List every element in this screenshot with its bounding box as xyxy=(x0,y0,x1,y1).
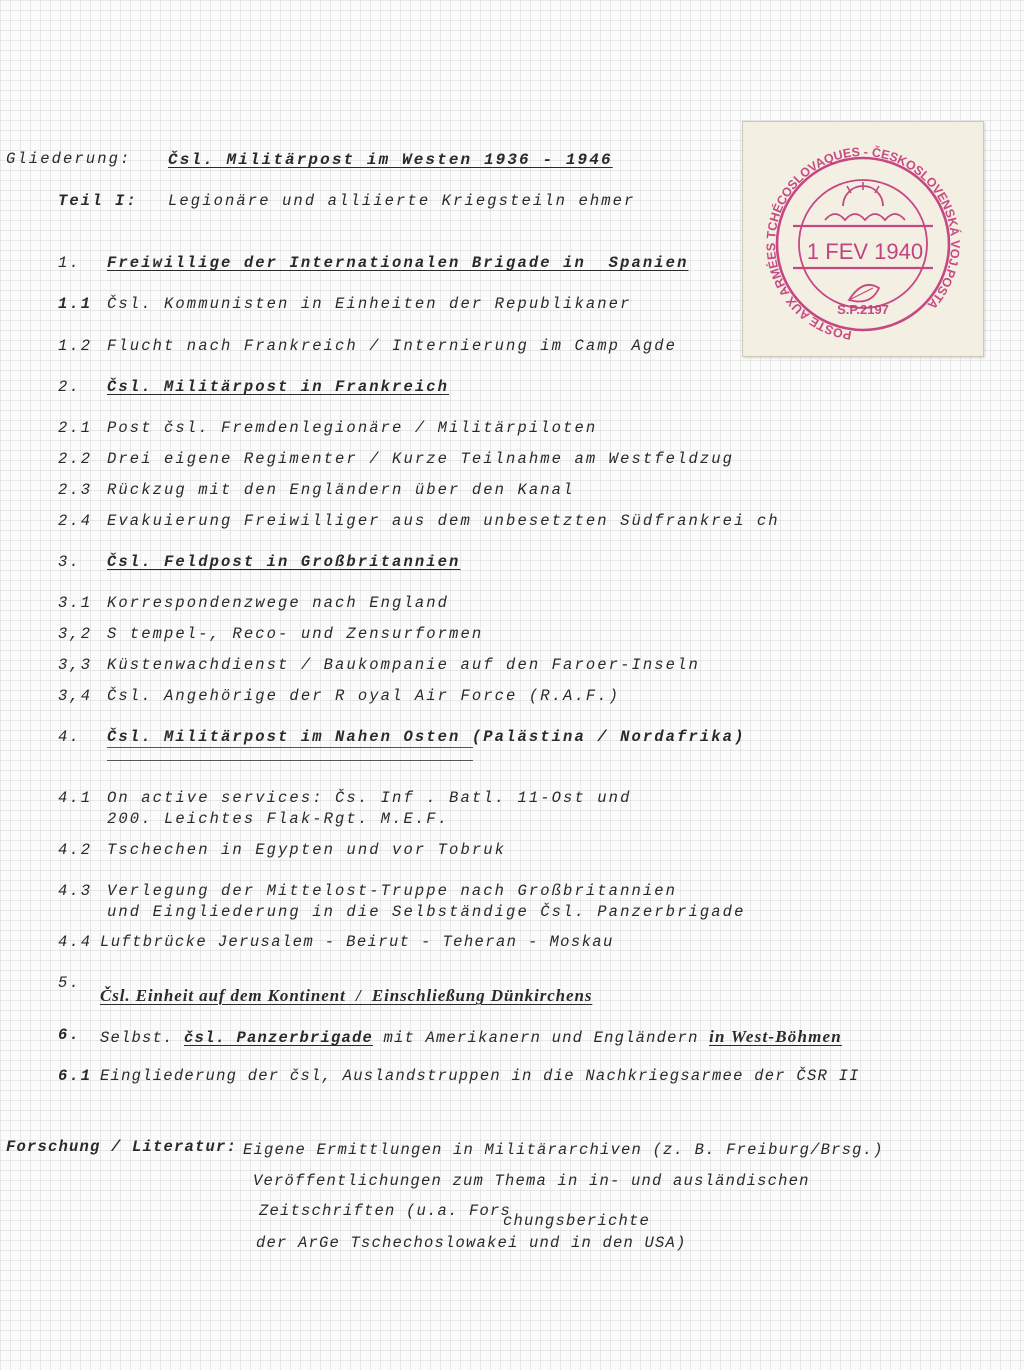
section-number: 6. xyxy=(58,1026,81,1044)
section-title: Čsl. Militärpost in Frankreich xyxy=(107,378,450,396)
subsection-number: 4.4 xyxy=(58,933,93,951)
section-title: Čsl. Einheit auf dem Kontinent / Einschließung Dünkirchens xyxy=(100,986,593,1005)
subsection-number: 2.4 xyxy=(58,512,93,530)
section-title-middle: mit Amerikanern und Engländern xyxy=(373,1029,710,1047)
subsection-number: 3,3 xyxy=(58,656,93,674)
subsection-title: Küstenwachdienst / Baukompanie auf den Faroer-Inseln xyxy=(107,656,700,674)
subsection-number: 4.2 xyxy=(58,841,93,859)
subsection-number: 3.1 xyxy=(58,594,93,612)
subsection-title: Korrespondenzwege nach England xyxy=(107,594,450,612)
waves-icon xyxy=(825,214,905,220)
subsection-number: 3,4 xyxy=(58,687,93,705)
subsection-number: 1.2 xyxy=(58,337,93,355)
section-number: 3. xyxy=(58,553,81,571)
section-title: Čsl. Militärpost im Nahen Osten (Palästina / Nordafrika) xyxy=(107,728,746,746)
subsection-number: 4.3 xyxy=(58,882,93,900)
postmark-sp-number: S.P.2197 xyxy=(837,302,889,317)
subsection-title: On active services: Čs. Inf . Batl. 11-Ost und xyxy=(107,789,632,807)
section-title: Čsl. Feldpost in Großbritannien xyxy=(107,553,461,571)
section-number: 4. xyxy=(58,728,81,746)
subsection-title: Verlegung der Mittelost-Truppe nach Großbritannien xyxy=(107,882,678,900)
section-title: Freiwillige der Internationalen Brigade in Spanien xyxy=(107,254,689,272)
subsection-number: 1.1 xyxy=(58,295,93,313)
research-line: der ArGe Tschechoslowakei und in den USA) xyxy=(256,1234,687,1252)
linden-leaf-icon xyxy=(849,285,879,302)
subsection-title: Luftbrücke Jerusalem - Beirut - Teheran - Moskau xyxy=(100,933,614,951)
document-title: Čsl. Militärpost im Westen 1936 - 1946 xyxy=(168,151,613,169)
subsection-title: Flucht nach Frankreich / Internierung im Camp Agde xyxy=(107,337,678,355)
postmark-ring-text: POSTE AUX ARMÉES TCHÉCOSLOVAQUES - ČESKOSLOVENSKÁ VOJ.POSTA xyxy=(763,144,963,343)
subsection-number: 2.1 xyxy=(58,419,93,437)
part-label: Teil I: xyxy=(58,192,138,210)
subsection-number: 3,2 xyxy=(58,625,93,643)
subsection-title: Post čsl. Fremdenlegionäre / Militärpiloten xyxy=(107,419,598,437)
subsection-title: Eingliederung der čsl, Auslandstruppen in die Nachkriegsarmee der ČSR II xyxy=(100,1067,860,1085)
subsection-title: S tempel-, Reco- und Zensurformen xyxy=(107,625,484,643)
subsection-title: Drei eigene Regimenter / Kurze Teilnahme am Westfeldzug xyxy=(107,450,735,468)
research-line: Veröffentlichungen zum Thema in in- und ausländischen xyxy=(253,1172,810,1190)
section-number: 1. xyxy=(58,254,81,272)
section-title-prefix: Selbst. xyxy=(100,1029,185,1047)
title-underline xyxy=(107,747,473,748)
subsection-number: 2.2 xyxy=(58,450,93,468)
postmark-date: 1 FEV 1940 xyxy=(806,239,924,264)
subsection-title: Rückzug mit den Engländern über den Kanal xyxy=(107,481,575,499)
postmark-cutout xyxy=(742,121,984,357)
subsection-number: 6.1 xyxy=(58,1067,93,1085)
research-label: Forschung / Literatur: xyxy=(6,1138,238,1156)
section-title-emphasis: čsl. Panzerbrigade xyxy=(184,1029,374,1047)
section-title-line xyxy=(100,1028,842,1047)
subsection-title-continued: 200. Leichtes Flak-Rgt. M.E.F. xyxy=(107,810,450,828)
section-number: 2. xyxy=(58,378,81,396)
subsection-number: 4.1 xyxy=(58,789,93,807)
subsection-title: Evakuierung Freiwilliger aus dem unbesetzten Südfrankrei ch xyxy=(107,512,780,530)
outline-label: Gliederung: xyxy=(6,150,132,168)
subsection-number: 2.3 xyxy=(58,481,93,499)
divider-line xyxy=(107,760,473,761)
section-number: 5. xyxy=(58,974,81,992)
postmark-stamp xyxy=(743,122,983,356)
research-line: Eigene Ermittlungen in Militärarchiven (z. B. Freiburg/Brsg.) xyxy=(243,1141,884,1159)
subsection-title: Čsl. Angehörige der R oyal Air Force (R.A.F.) xyxy=(107,687,621,705)
subsection-title: Tschechen in Egypten und vor Tobruk xyxy=(107,841,507,859)
section-title-ending: in West-Böhmen xyxy=(709,1027,842,1046)
research-line: Zeitschriften (u.a. Fors xyxy=(259,1202,512,1220)
subsection-title-continued: und Eingliederung in die Selbständige Čsl. Panzerbrigade xyxy=(107,903,746,921)
research-line-subscript: chungsberichte xyxy=(503,1212,651,1230)
subsection-title: Čsl. Kommunisten in Einheiten der Republikaner xyxy=(107,295,632,313)
part-title: Legionäre und alliierte Kriegsteiln ehmer xyxy=(168,192,636,210)
